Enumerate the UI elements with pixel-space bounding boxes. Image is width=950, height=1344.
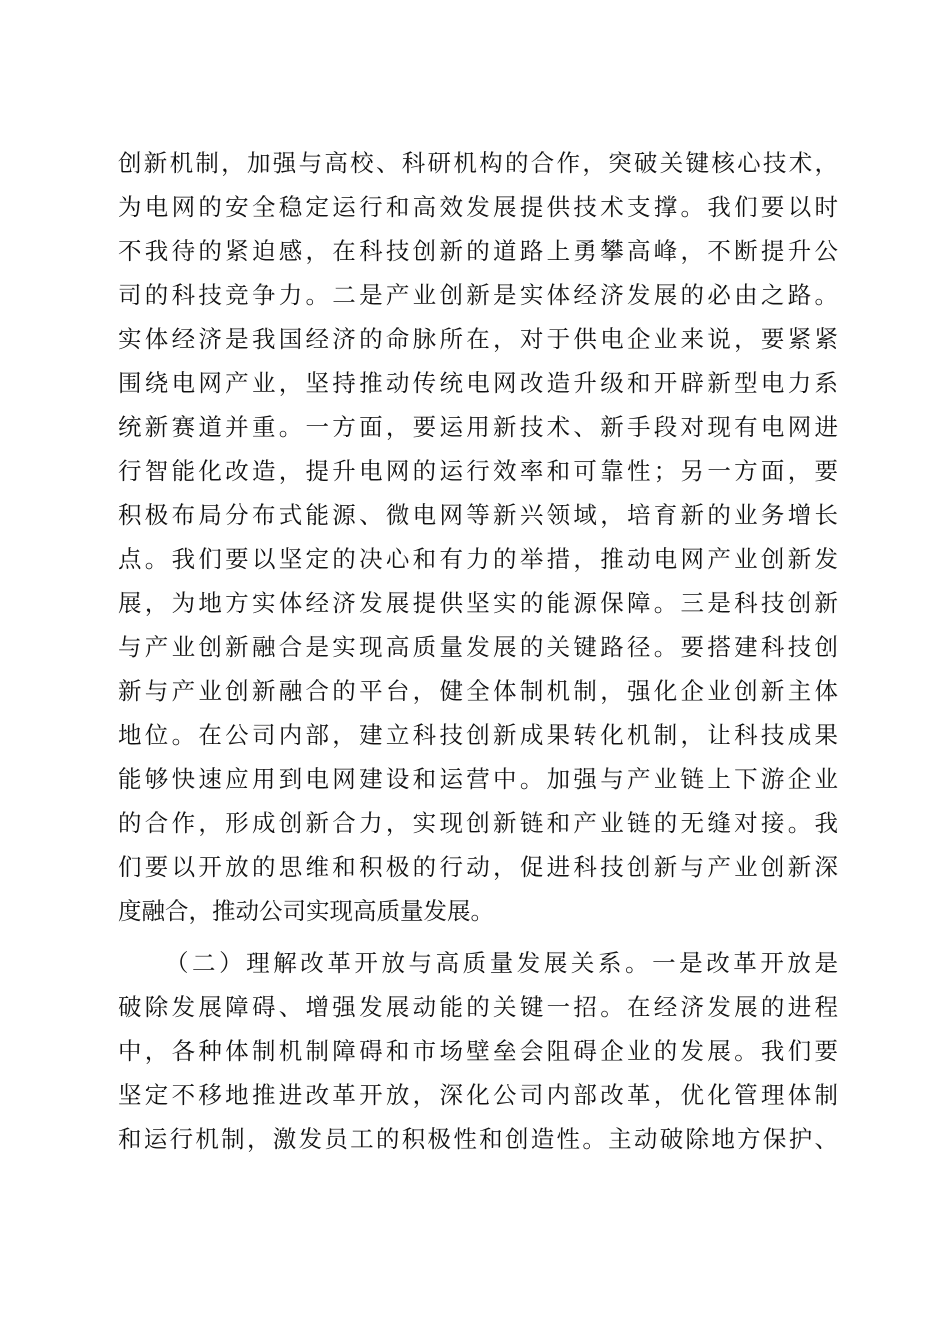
text-line: 展，为地方实体经济发展提供坚实的能源保障。三是科技创新 — [118, 589, 838, 617]
text-line: 积极布局分布式能源、微电网等新兴领域，培育新的业务增长 — [118, 501, 838, 529]
text-line: 破除发展障碍、增强发展动能的关键一招。在经济发展的进程 — [118, 993, 838, 1021]
text-line: 创新机制，加强与高校、科研机构的合作，突破关键核心技术， — [118, 149, 838, 177]
text-line: 与产业创新融合是实现高质量发展的关键路径。要搭建科技创 — [118, 633, 838, 661]
paragraph-2 — [118, 941, 838, 1161]
text-line: 们要以开放的思维和积极的行动，促进科技创新与产业创新深 — [118, 853, 838, 881]
text-line: 能够快速应用到电网建设和运营中。加强与产业链上下游企业 — [118, 765, 838, 793]
body-text — [118, 141, 838, 1161]
text-line: 实体经济是我国经济的命脉所在，对于供电企业来说，要紧紧 — [118, 325, 838, 353]
text-line: 度融合，推动公司实现高质量发展。 — [118, 897, 494, 925]
text-line: 点。我们要以坚定的决心和有力的举措，推动电网产业创新发 — [118, 545, 838, 573]
paragraph-1 — [118, 141, 838, 933]
text-line: 的合作，形成创新合力，实现创新链和产业链的无缝对接。我 — [118, 809, 838, 837]
text-line: 中，各种体制机制障碍和市场壁垒会阻碍企业的发展。我们要 — [118, 1037, 838, 1065]
text-line: 围绕电网产业，坚持推动传统电网改造升级和开辟新型电力系 — [118, 369, 838, 397]
text-line: 统新赛道并重。一方面，要运用新技术、新手段对现有电网进 — [118, 413, 838, 441]
section-heading-line: （二）理解改革开放与高质量发展关系。一是改革开放是 — [165, 949, 838, 977]
text-line: 为电网的安全稳定运行和高效发展提供技术支撑。我们要以时 — [118, 193, 838, 221]
text-line: 和运行机制，激发员工的积极性和创造性。主动破除地方保护、 — [118, 1125, 838, 1153]
text-line: 不我待的紧迫感，在科技创新的道路上勇攀高峰，不断提升公 — [118, 237, 838, 265]
text-line: 司的科技竞争力。二是产业创新是实体经济发展的必由之路。 — [118, 281, 838, 309]
text-line: 地位。在公司内部，建立科技创新成果转化机制，让科技成果 — [118, 721, 838, 749]
text-line: 新与产业创新融合的平台，健全体制机制，强化企业创新主体 — [118, 677, 838, 705]
text-line: 坚定不移地推进改革开放，深化公司内部改革，优化管理体制 — [118, 1081, 838, 1109]
text-line: 行智能化改造，提升电网的运行效率和可靠性；另一方面，要 — [118, 457, 838, 485]
paragraph-gap — [118, 933, 838, 941]
